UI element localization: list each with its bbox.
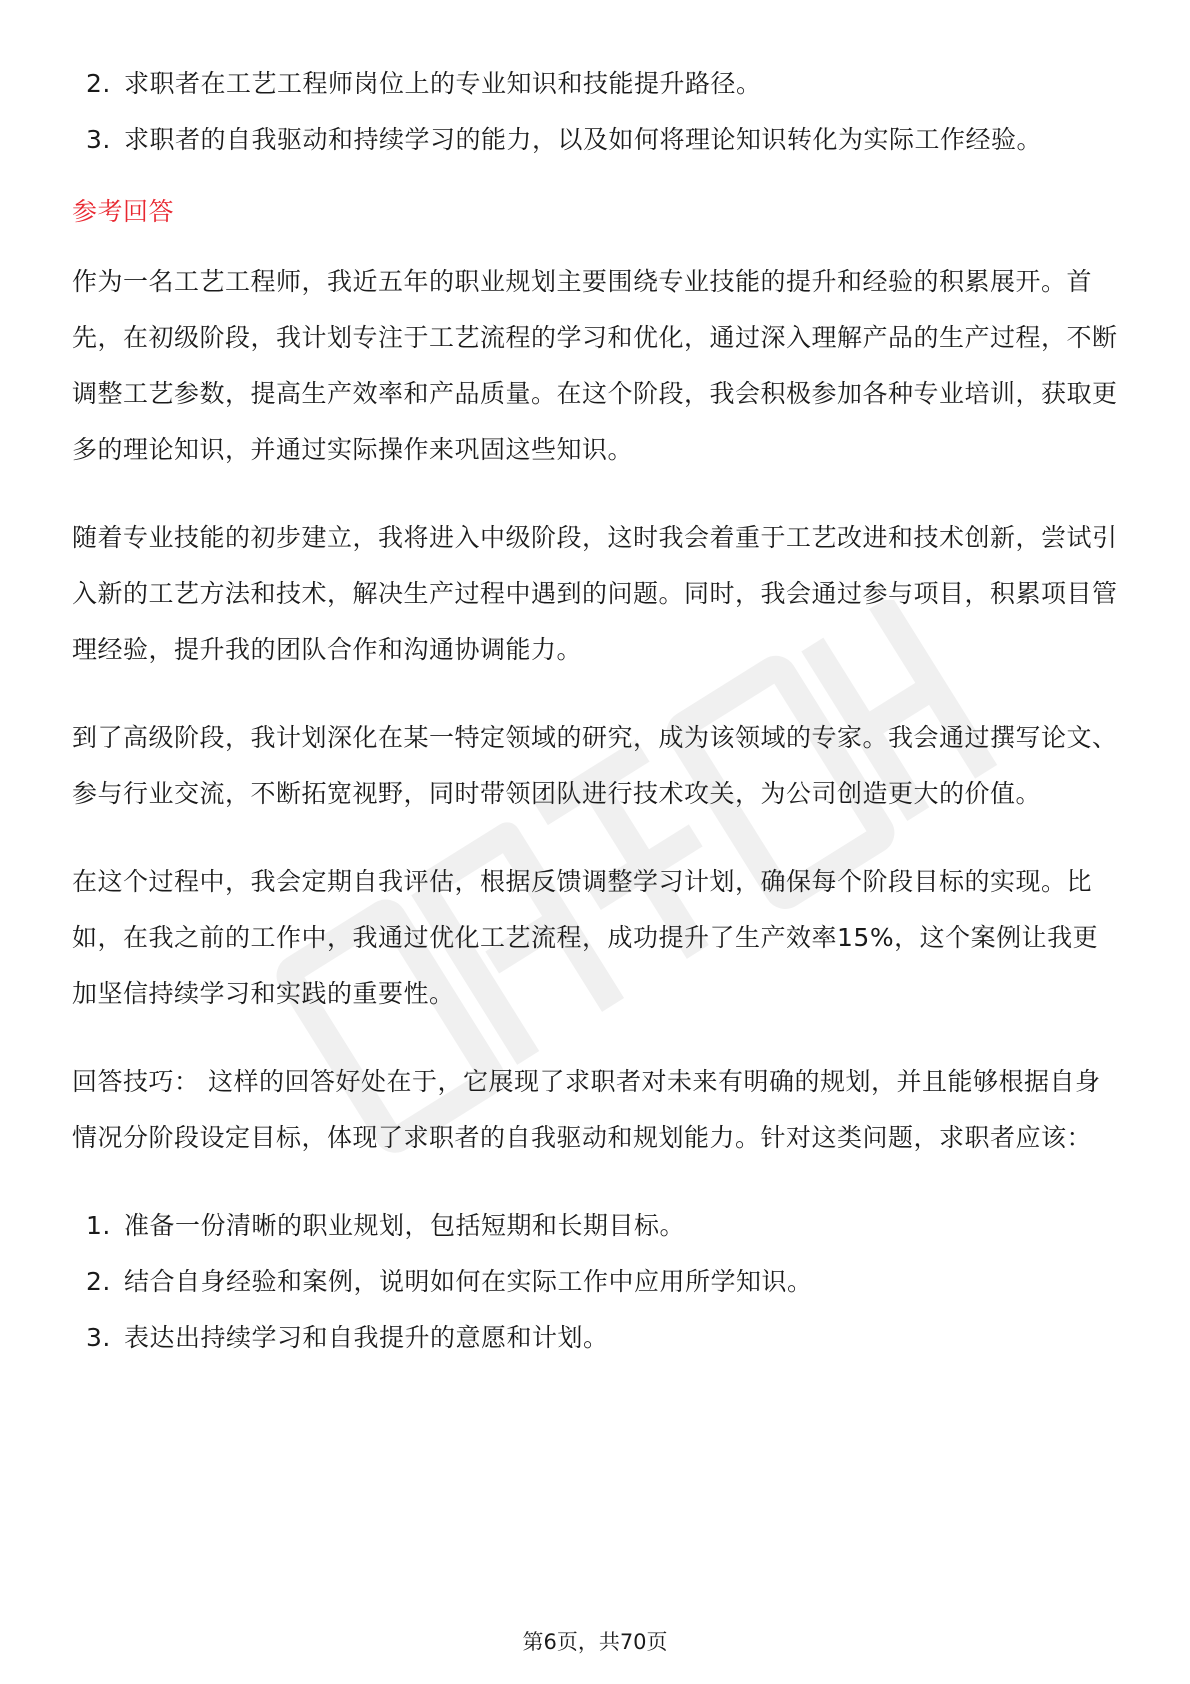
list-number: 3. xyxy=(86,1323,111,1352)
paragraph: 在这个过程中，我会定期自我评估，根据反馈调整学习计划，确保每个阶段目标的实现。比如，在我之前的工作中，我通过优化工艺流程，成功提升了生产效率15%，这个案例让我更加坚信持续学习和实践的重要性。 xyxy=(72,867,1099,1008)
intro-list xyxy=(72,56,1122,168)
page-footer: 第6页，共70页 xyxy=(522,1630,668,1654)
list-item xyxy=(72,56,1122,112)
list-item-text: 表达出持续学习和自我提升的意愿和计划。 xyxy=(124,1323,609,1352)
list-item-text: 结合自身经验和案例，说明如何在实际工作中应用所学知识。 xyxy=(124,1267,813,1296)
list-number: 2. xyxy=(86,69,111,98)
list-item xyxy=(72,1310,1122,1366)
list-item xyxy=(72,112,1122,168)
list-item-text: 求职者在工艺工程师岗位上的专业知识和技能提升路径。 xyxy=(124,69,762,98)
list-number: 3. xyxy=(86,125,111,154)
list-item-text: 准备一份清晰的职业规划，包括短期和长期目标。 xyxy=(124,1211,686,1240)
list-item xyxy=(72,1198,1122,1254)
list-item-text: 求职者的自我驱动和持续学习的能力，以及如何将理论知识转化为实际工作经验。 xyxy=(124,125,1043,154)
section-title: 参考回答 xyxy=(72,197,175,226)
answer-tips-paragraph: 回答技巧： 这样的回答好处在于，它展现了求职者对未来有明确的规划，并且能够根据自身情况分阶段设定目标，体现了求职者的自我驱动和规划能力。针对这类问题，求职者应该： xyxy=(72,1067,1101,1152)
document-page xyxy=(72,56,1122,1366)
list-number: 2. xyxy=(86,1267,111,1296)
list-item xyxy=(72,1254,1122,1310)
list-number: 1. xyxy=(86,1211,111,1240)
tips-list xyxy=(72,1198,1122,1366)
paragraph: 随着专业技能的初步建立，我将进入中级阶段，这时我会着重于工艺改进和技术创新，尝试引入新的工艺方法和技术，解决生产过程中遇到的问题。同时，我会通过参与项目，积累项目管理经验，提升我的团队合作和沟通协调能力。 xyxy=(72,523,1118,664)
paragraph: 到了高级阶段，我计划深化在某一特定领域的研究，成为该领域的专家。我会通过撰写论文、参与行业交流，不断拓宽视野，同时带领团队进行技术攻关，为公司创造更大的价值。 xyxy=(72,723,1118,808)
paragraph: 作为一名工艺工程师，我近五年的职业规划主要围绕专业技能的提升和经验的积累展开。首先，在初级阶段，我计划专注于工艺流程的学习和优化，通过深入理解产品的生产过程，不断调整工艺参数，提高生产效率和产品质量。在这个阶段，我会积极参加各种专业培训，获取更多的理论知识，并通过实际操作来巩固这些知识。 xyxy=(72,267,1118,464)
